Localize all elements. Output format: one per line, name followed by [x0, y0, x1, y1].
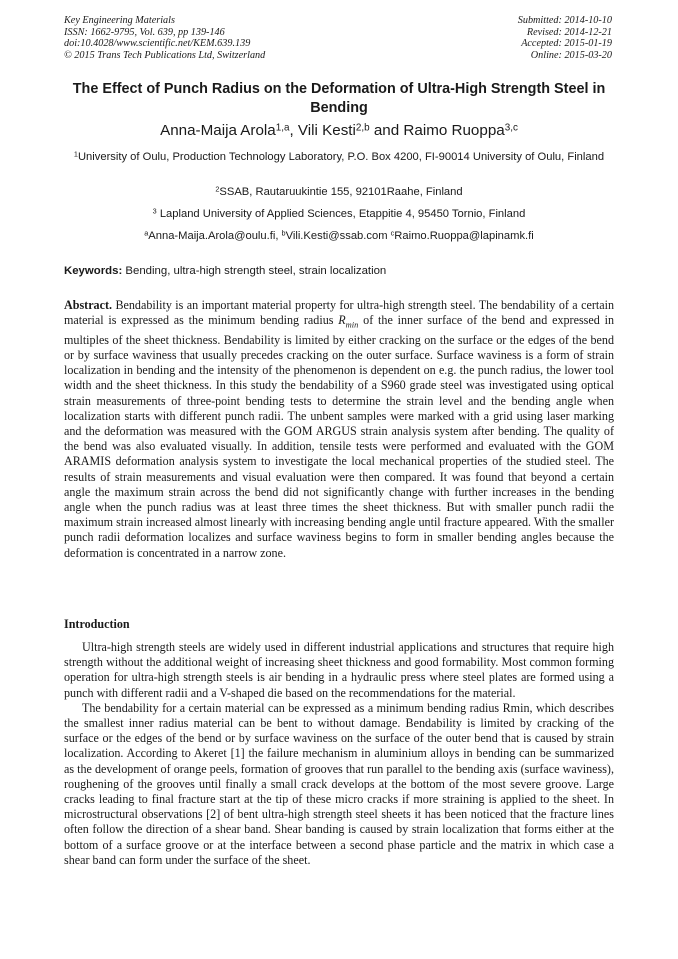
affiliation [64, 150, 614, 165]
paragraph: Ultra-high strength steels are widely used in different industrial applications and structures that require high strength without the additional weight of increasing sheet thickness and good formability. Most common forming operation for ultra-high strength steels is air bending in a hydraulic press where steel plates are formed using a punch with different radii and a V-shaped die based on the recommendations for the material. [64, 640, 614, 700]
author-name: Anna-Maija Arola [160, 122, 276, 139]
journal-name: Key Engineering Materials [64, 15, 175, 26]
author-separator: , [289, 122, 298, 139]
email-mark: a [144, 228, 149, 238]
r-min-subscript: min [345, 319, 359, 330]
abstract-label: Abstract. [64, 298, 113, 312]
affiliation-text: University of Oulu, Production Technology Laboratory, P.O. Box 4200, FI-90014 University of Oulu, Finland [77, 151, 605, 163]
affiliation [64, 207, 614, 222]
affiliation [64, 185, 614, 200]
affiliation-number: 2 [215, 184, 220, 194]
keywords-text: Bending, ultra-high strength steel, strain localization [122, 265, 387, 277]
issn-volume: ISSN: 1662-9795, Vol. 639, pp 139-146 [64, 26, 225, 38]
affiliation-text: Lapland University of Applied Sciences, Etappitie 4, 95450 Tornio, Finland [156, 208, 526, 220]
email-link[interactable]: Vili.Kesti@ssab.com [285, 230, 391, 242]
email-link[interactable]: Anna-Maija.Arola@oulu.fi, [148, 230, 282, 242]
copyright: © 2015 Trans Tech Publications Ltd, Switzerland [64, 49, 266, 61]
affiliation-text: SSAB, Rautaruukintie 155, 92101Raahe, Finland [219, 186, 463, 198]
abstract [64, 298, 614, 561]
email-mark: b [281, 228, 286, 238]
affiliation-number: 1 [73, 149, 78, 159]
journal-info [64, 15, 265, 61]
r-min-symbol: $R_{min}$ [338, 313, 359, 330]
author-separator: and [369, 122, 404, 139]
affiliation-number: 3 [152, 206, 157, 216]
email-link[interactable]: Raimo.Ruoppa@lapinamk.fi [394, 230, 534, 242]
paper-title: The Effect of Punch Radius on the Deformation of Ultra-High Strength Steel in Bending [72, 81, 606, 116]
publication-dates [518, 15, 612, 61]
abstract-text: of the inner surface of the bend and expressed in multiples of the sheet thickness. Bendability is limited by either cracking on the surface or the edges of the bend or by surface waviness that usually precedes cracking on the outer surface. Surface waviness is a form of strain localization in bending and the intensity of the phenomenon is dependent on e.g. the punch radius, the lower tool width and the sheet thickness. In this study the bendability of a S960 grade steel was investigated using optical strain measurements of three-point bending tests to determine the strain level and the bending angle when localization starts with different punch radii. The unbent samples were marked with a grid using laser marking and the deformation was measured with the GOM ARGUS strain analysis system after bending. The quality of the bend was also evaluated visually. In addition, tensile tests were performed and evaluated with the GOM ARAMIS deformation analysis system to investigate the local mechanical properties of the studied steel. The results of strain measurements and visual evaluation were then compared. It was found that beyond a certain angle the maximum strain across the bend did not significantly change with further increases in the bending angle when the punch radius was at least three times the sheet thickness. But with smaller punch radii the maximum strain increased almost linearly with increasing bending angle until fracture appeared. With the smaller punch radii deformation localizes and surface waviness begins to form in smaller bending angles because the deformation is concentrated in a narrow zone. [64, 313, 614, 560]
author-affiliation-mark: 3,c [504, 122, 518, 134]
online-date: Online: 2015-03-20 [530, 49, 612, 61]
keywords [64, 264, 614, 279]
email-mark: c [390, 228, 395, 238]
paragraph: The bendability for a certain material can be expressed as a minimum bending radius Rmin, which describes the smallest inner radius material can be bent to without damage. Bendability is limited by cracking of the surface or the edges of the bend or by surface waviness on the surface of the outer bend that is caused by strain localization. According to Akeret [1] the failure mechanism in aluminium alloys in bending can be summarized as the development of orange peels, formation of grooves that run parallel to the bending axis (surface waviness), roughening of the grooves until finally a small crack develops at the bottom of the most severe groove. Large cracks leading to final fracture start at the tip of these micro cracks if more straining is applied to the sheet. In microstructural observations [2] of bent ultra-high strength steel sheets it has been noticed that the fracture lines often follow the direction of a shear band. Shear banding is caused by strain localization that forms either at the bottom of a surface groove or at the interface between a second phase particle and the matrix in which case a shear band can form under the surface of the sheet. [64, 700, 614, 867]
keywords-label: Keywords: [64, 265, 123, 277]
revised-date: Revised: 2014-12-21 [526, 26, 612, 38]
accepted-date: Accepted: 2015-01-19 [521, 38, 612, 50]
email-list [64, 229, 614, 244]
author-list [64, 121, 614, 141]
introduction-heading: Introduction [64, 617, 130, 631]
abstract-text: Bendability is an important material property for ultra-high strength steel. The bendability of a certain material is expressed as the minimum bending radius [64, 298, 614, 328]
doi: doi:10.4028/www.scientific.net/KEM.639.139 [64, 38, 251, 50]
author-name: Raimo Ruoppa [403, 122, 505, 139]
submitted-date: Submitted: 2014-10-10 [517, 15, 612, 26]
author-affiliation-mark: 2,b [355, 122, 370, 134]
author-name: Vili Kesti [297, 122, 356, 139]
introduction-body [64, 640, 614, 868]
author-affiliation-mark: 1,a [275, 122, 290, 134]
